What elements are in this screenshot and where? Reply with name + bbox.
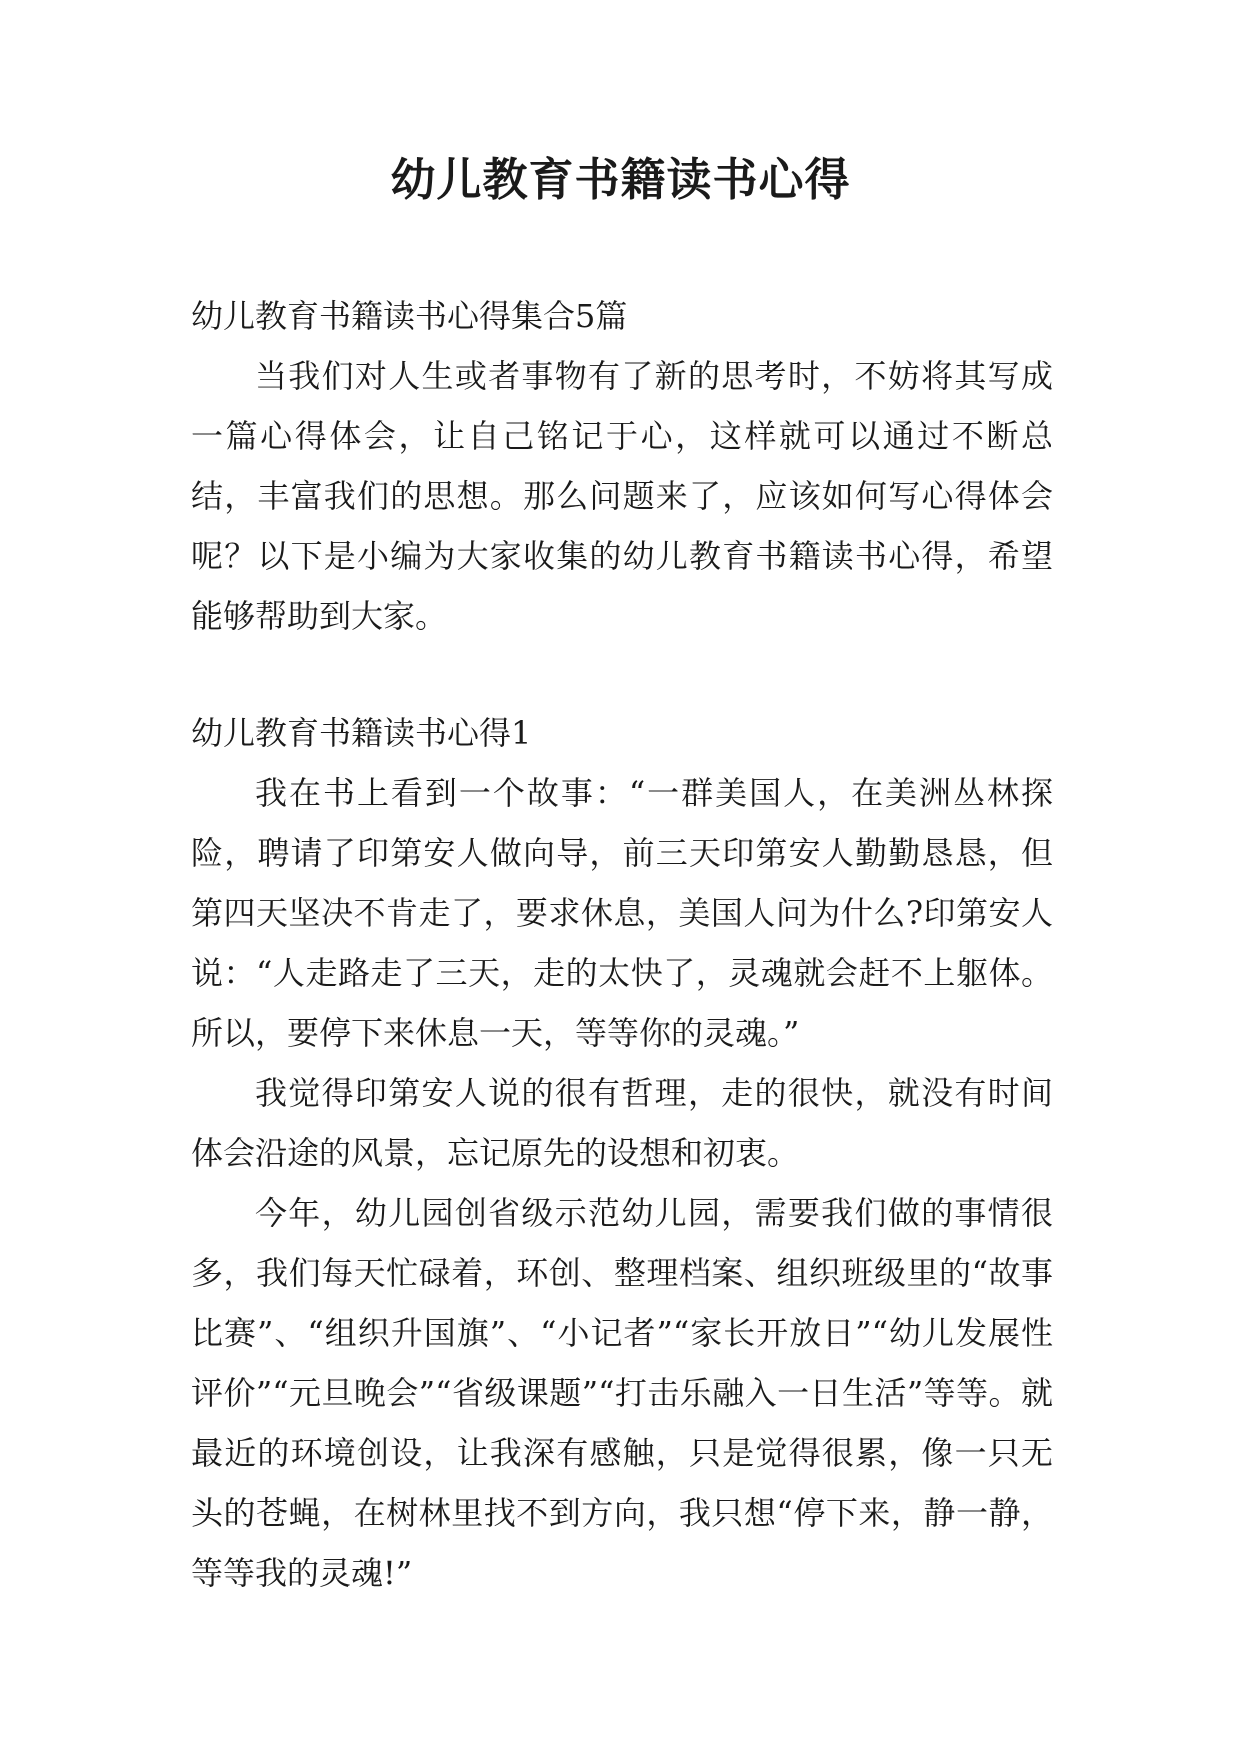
collection-heading: 幼儿教育书籍读书心得集合5篇 [191,297,628,335]
body-paragraph: 我在书上看到一个故事：“一群美国人，在美洲丛林探险，聘请了印第安人做向导，前三天印第安人勤勤恳恳，但第四天坚决不肯走了，要求休息，美国人问为什么?印第安人说：“人走路走了三天，走的太快了，灵魂就会赶不上躯体。所以，要停下来休息一天，等等你的灵魂。” [191,774,1053,1052]
section-spacer [191,646,1053,703]
section-heading: 幼儿教育书籍读书心得1 [191,714,532,752]
body-paragraph: 今年，幼儿园创省级示范幼儿园，需要我们做的事情很多，我们每天忙碌着，环创、整理档案、组织班级里的“故事比赛”、“组织升国旗”、“小记者”“家长开放日”“幼儿发展性评价”“元旦晚会”“省级课题”“打击乐融入一日生活”等等。就最近的环境创设，让我深有感触，只是觉得很累，像一只无头的苍蝇，在树林里找不到方向，我只想“停下来，静一静，等等我的灵魂!” [191,1194,1053,1592]
intro-paragraph: 当我们对人生或者事物有了新的思考时，不妨将其写成一篇心得体会，让自己铭记于心，这样就可以通过不断总结，丰富我们的思想。那么问题来了，应该如何写心得体会呢？以下是小编为大家收集的幼儿教育书籍读书心得，希望能够帮助到大家。 [191,357,1053,635]
body-paragraph: 我觉得印第安人说的很有哲理，走的很快，就没有时间体会沿途的风景，忘记原先的设想和初衷。 [191,1074,1053,1172]
document-body [191,286,1053,1603]
page-title: 幼儿教育书籍读书心得 [390,153,851,206]
